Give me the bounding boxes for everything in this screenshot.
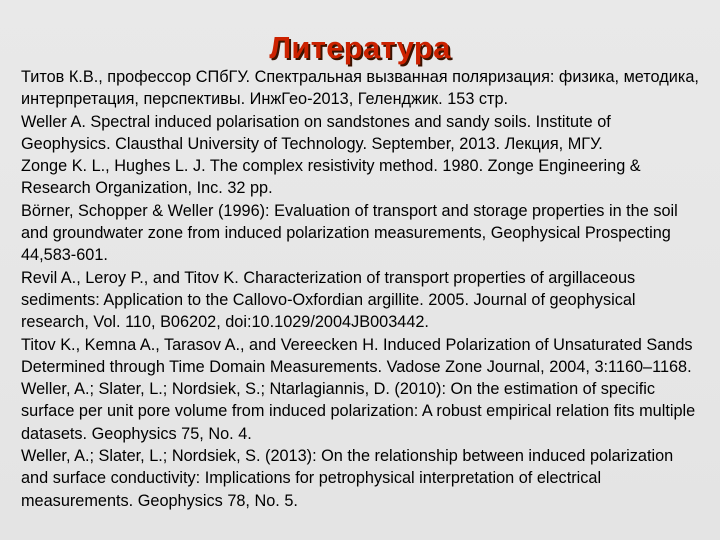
reference-item: Weller A. Spectral induced polarisation on sandstones and sandy soils. Institute of Geophysics. Clausthal University of Technology. September, 2013. Лекция, МГУ. <box>21 112 611 153</box>
reference-item: Weller, A.; Slater, L.; Nordsiek, S.; Ntarlagiannis, D. (2010): On the estimation of specific surface per unit pore volume from induced polarization: A robust empirical relation fits multiple datasets. Geophysics 75, No. 4. <box>21 380 696 443</box>
reference-item: Титов К.В., профессор СПбГУ. Спектральная вызванная поляризация: физика, методика, интерпретация, перспективы. ИнжГео-2013, Геленджик. 153 стр. <box>21 68 699 109</box>
reference-item: Weller, A.; Slater, L.; Nordsiek, S. (2013): On the relationship between induced polarization and surface conductivity: Implications for petrophysical interpretation of electrical measurements. Geophysics 78, No. 5. <box>21 447 674 510</box>
slide-title: Литература <box>269 30 451 65</box>
reference-item: Zonge K. L., Hughes L. J. The complex resistivity method. 1980. Zonge Engineering & Research Organization, Inc. 32 pp. <box>21 157 641 198</box>
reference-list <box>21 66 701 512</box>
reference-item: Börner, Schopper & Weller (1996): Evaluation of transport and storage properties in the soil and groundwater zone from induced polarization measurements, Geophysical Prospecting 44,583-601. <box>21 201 678 265</box>
reference-item: Revil A., Leroy P., and Titov K. Characterization of transport properties of argillaceous sediments: Application to the Callovo-Oxfordian argillite. 2005. Journal of geophysical research, Vol. 110, B06202, doi:10.1029/2004JB003442. <box>21 268 636 332</box>
reference-item: Titov K., Kemna A., Tarasov A., and Vereecken H. Induced Polarization of Unsaturated Sands Determined through Time Domain Measurements. Vadose Zone Journal, 2004, 3:1160–1168. <box>21 335 693 376</box>
